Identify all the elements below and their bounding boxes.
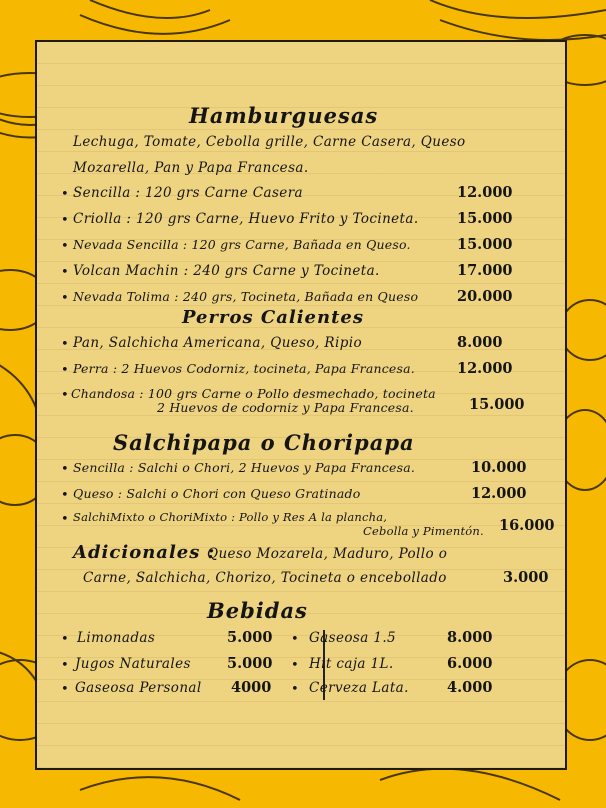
drink-name: Hit caja 1L. (309, 656, 394, 672)
bullet-icon: • (61, 488, 69, 503)
drink-price: 4.000 (447, 679, 493, 696)
menu-item-price: 16.000 (499, 517, 555, 534)
bullet-icon: • (61, 658, 69, 673)
menu-item-name: Pan, Salchicha Americana, Queso, Ripio (73, 335, 362, 351)
bullet-icon: • (61, 363, 69, 378)
menu-item-name-cont: 2 Huevos de codorniz y Papa Francesa. (157, 400, 414, 415)
menu-item-price: 17.000 (457, 262, 513, 279)
bullet-icon: • (61, 187, 69, 202)
menu-item-price: 8.000 (457, 334, 503, 351)
bullet-icon: • (61, 265, 69, 280)
hotdog-sketch-icon (80, 0, 230, 34)
menu-item-name: Sencilla : Salchi o Chori, 2 Huevos y Papa Francesa. (73, 460, 416, 475)
section-title-bebidas: Bebidas (207, 598, 308, 623)
bullet-icon: • (291, 632, 299, 647)
bullet-icon: • (61, 512, 69, 527)
bullet-icon: • (61, 388, 69, 403)
drink-price: 8.000 (447, 629, 493, 646)
menu-item-name: Chandosa : 100 grs Carne o Pollo desmechado, tocineta (71, 386, 436, 401)
menu-item-name: Nevada Tolima : 240 grs, Tocineta, Bañada en Queso (73, 289, 419, 304)
bullet-icon: • (61, 213, 69, 228)
menu-item-name: Sencilla : 120 grs Carne Casera (73, 185, 304, 201)
menu-item-price: 15.000 (457, 236, 513, 253)
adicionales-label: Adicionales : (73, 542, 216, 563)
menu-item-name-cont: Cebolla y Pimentón. (363, 524, 484, 538)
drink-name: Gaseosa Personal (75, 680, 202, 696)
section-title-salchipapa: Salchipapa o Choripapa (113, 430, 415, 455)
section-title-perros: Perros Calientes (182, 307, 364, 328)
bullet-icon: • (291, 658, 299, 673)
drink-price: 4000 (231, 679, 272, 696)
menu-item-price: 12.000 (457, 360, 513, 377)
drink-price: 5.000 (227, 629, 273, 646)
menu-item-price: 12.000 (457, 184, 513, 201)
bullet-icon: • (61, 632, 69, 647)
adicionales-line-2: Carne, Salchicha, Chorizo, Tocineta o encebollado (83, 570, 447, 586)
bullet-icon: • (61, 337, 69, 352)
menu-item-name: Criolla : 120 grs Carne, Huevo Frito y Tocineta. (73, 211, 419, 227)
hamburguesas-desc-1: Lechuga, Tomate, Cebolla grille, Carne Casera, Queso (73, 134, 466, 150)
menu-item-name: Nevada Sencilla : 120 grs Carne, Bañada en Queso. (73, 237, 411, 252)
menu-sheet (35, 40, 567, 770)
drink-name: Jugos Naturales (75, 656, 191, 672)
hamburguesas-desc-2: Mozarella, Pan y Papa Francesa. (73, 160, 309, 176)
menu-item-price: 10.000 (471, 459, 527, 476)
bullet-icon: • (61, 682, 69, 697)
menu-item-name: Perra : 2 Huevos Codorniz, tocineta, Papa Francesa. (73, 361, 415, 376)
drink-name: Cerveza Lata. (309, 680, 409, 696)
menu-item-price: 20.000 (457, 288, 513, 305)
menu-item-price: 12.000 (471, 485, 527, 502)
menu-item-name: Queso : Salchi o Chori con Queso Gratinado (73, 486, 361, 501)
bullet-icon: • (61, 291, 69, 306)
menu-item-price: 15.000 (457, 210, 513, 227)
bullet-icon: • (61, 462, 69, 477)
section-title-hamburguesas: Hamburguesas (189, 103, 379, 128)
drink-price: 5.000 (227, 655, 273, 672)
menu-item-price: 15.000 (469, 396, 525, 413)
menu-item-name: Volcan Machin : 240 grs Carne y Tocineta. (73, 263, 380, 279)
drink-name: Gaseosa 1.5 (309, 630, 397, 646)
drink-name: Limonadas (77, 630, 156, 646)
adicionales-price: 3.000 (503, 569, 549, 586)
adicionales-line-1: Queso Mozarela, Maduro, Pollo o (207, 546, 448, 562)
bullet-icon: • (61, 239, 69, 254)
drink-price: 6.000 (447, 655, 493, 672)
menu-item-name: SalchiMixto o ChoriMixto : Pollo y Res A la plancha, (73, 510, 388, 524)
bullet-icon: • (291, 682, 299, 697)
